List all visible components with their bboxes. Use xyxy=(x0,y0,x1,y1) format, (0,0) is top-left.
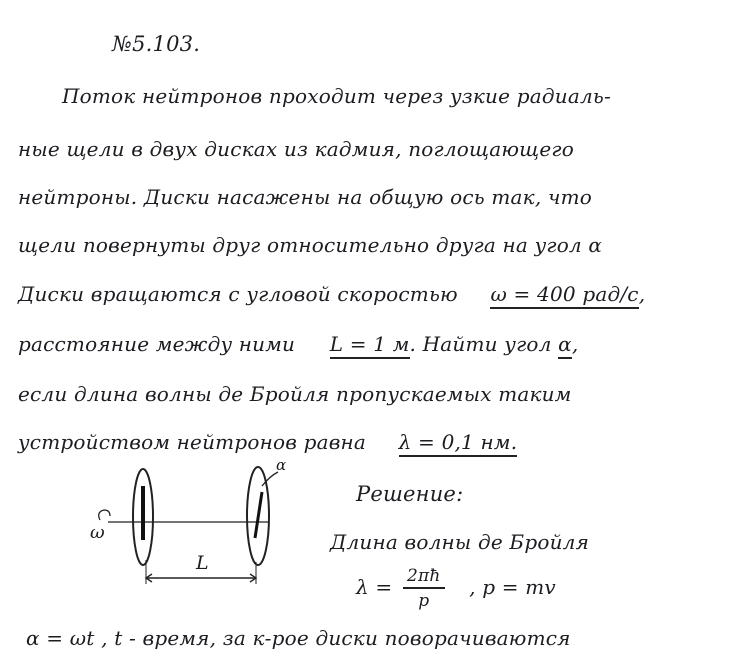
omega-value: ω = 400 рад/с xyxy=(490,282,638,309)
rotation-arrow xyxy=(99,510,110,520)
momentum-formula: , p = mv xyxy=(469,575,556,599)
debroglie-label: Длина волны де Бройля xyxy=(330,530,590,554)
formula-denominator: p xyxy=(418,591,430,611)
problem-line-7: если длина волны де Бройля пропускаемых таким xyxy=(18,382,572,406)
problem-line-1: Поток нейтронов проходит через узкие радиаль- xyxy=(62,84,611,108)
lambda-value: λ = 0,1 нм. xyxy=(399,430,518,457)
problem-line-6: расстояние между ними L = 1 м. Найти угол α, xyxy=(18,332,578,356)
solution-heading: Решение: xyxy=(356,482,464,506)
diagram-omega-label: ω xyxy=(90,522,105,543)
line5-text: Диски вращаются с угловой скоростью xyxy=(18,282,458,306)
formula-fraction xyxy=(403,566,445,611)
line6-text: расстояние между ними xyxy=(18,332,296,356)
problem-line-5: Диски вращаются с угловой скоростью ω = 400 рад/с, xyxy=(18,282,645,306)
diagram-distance-label: L xyxy=(196,552,209,574)
line6-suffix: . Найти угол xyxy=(409,332,552,356)
alpha-unknown: α xyxy=(558,332,572,359)
formula-numerator: 2πħ xyxy=(403,566,445,589)
problem-line-4: щели повернуты друг относительно друга на угол α xyxy=(18,233,603,257)
formula-lhs: λ = xyxy=(356,575,393,599)
line8-text: устройством нейтронов равна xyxy=(18,430,367,454)
problem-number: №5.103. xyxy=(112,32,201,56)
bottom-line: α = ωt , t - время, за к-рое диски поворачиваются xyxy=(26,626,571,650)
problem-line-2: ные щели в двух дисках из кадмия, поглощающего xyxy=(18,137,574,161)
problem-line-3: нейтроны. Диски насажены на общую ось так, что xyxy=(18,185,592,209)
debroglie-formula xyxy=(356,566,556,611)
diagram-alpha-label: α xyxy=(276,456,287,474)
right-slit xyxy=(255,492,262,538)
distance-value: L = 1 м xyxy=(330,332,410,359)
